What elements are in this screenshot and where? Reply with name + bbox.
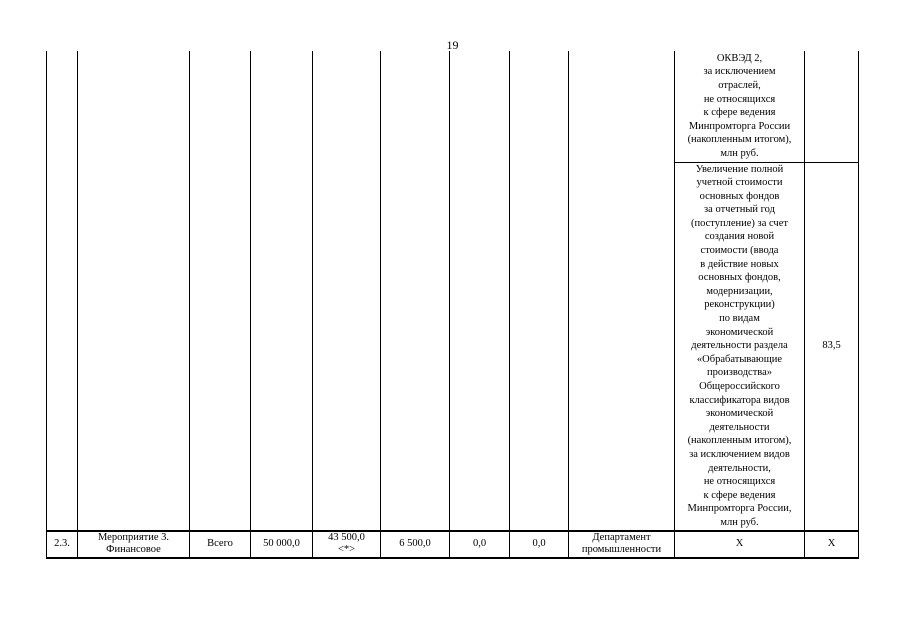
indicator-text-line: производства» (706, 367, 773, 379)
indicator-text-line: Минпромторга России, (687, 503, 792, 515)
amount-1-cell (313, 51, 381, 531)
event-amount-2: 6 500,0 (381, 531, 450, 558)
indicator-text-line: (поступление) за счет (691, 217, 788, 229)
number-cell (47, 51, 78, 531)
indicator-text-line: не относящихся (703, 476, 776, 488)
table-row (47, 51, 859, 162)
event-indicator: X (675, 531, 805, 558)
indicator-text-line: (накопленным итогом), (687, 134, 792, 146)
indicator-text-line: реконструкции) (704, 299, 775, 311)
amount-footnote: <*> (337, 544, 356, 556)
indicator-value-cell: 83,5 (805, 162, 859, 531)
indicator-text-line: Общероссийского (699, 381, 780, 392)
page-number: 19 (446, 38, 459, 52)
event-amount-4: 0,0 (510, 531, 569, 558)
total-cell (251, 51, 313, 531)
source-cell (190, 51, 251, 531)
indicator-text-line: ОКВЭД 2, (716, 52, 763, 64)
indicator-text (675, 52, 804, 161)
indicator-text-line: основных фондов (699, 190, 780, 202)
indicator-text-line: за отчетный год (704, 204, 775, 216)
indicator-value-cell (805, 51, 859, 162)
amount-value: 43 500,0 (328, 532, 365, 544)
indicator-text-line: отраслей, (718, 80, 761, 92)
indicator-text-line: стоимости (ввода (700, 245, 779, 257)
indicator-text-line: (накопленным итогом), (687, 435, 792, 447)
indicator-text-line: млн руб. (720, 516, 759, 528)
indicator-text-line: млн руб. (720, 148, 759, 160)
indicator-text-line: классификатора видов (689, 394, 790, 406)
indicator-text-line: модернизации, (706, 285, 773, 297)
table-row (47, 531, 859, 558)
event-amount-1 (313, 531, 381, 558)
indicator-text-line: деятельности, (708, 462, 771, 474)
indicator-text-line: не относящихся (703, 93, 776, 105)
amount-2-cell (381, 51, 450, 531)
event-amount-3: 0,0 (450, 531, 510, 558)
indicator-text (675, 163, 804, 530)
indicator-text-line: к сфере ведения (703, 107, 776, 119)
indicator-text-line: «Обрабатывающие (696, 353, 783, 365)
indicator-cell (675, 51, 805, 162)
indicator-text-line: экономической (705, 326, 774, 338)
executor-line: промышленности (581, 544, 662, 556)
indicator-text-line: к сфере ведения (703, 489, 776, 501)
event-executor (569, 531, 675, 558)
event-indicator-value: X (805, 531, 859, 558)
indicator-text-line: учетной стоимости (696, 177, 783, 189)
indicator-text-line: создания новой (704, 231, 775, 243)
indicator-text-line: за исключением (703, 66, 776, 78)
indicator-text-line: деятельности (709, 421, 770, 433)
amount-4-cell (510, 51, 569, 531)
event-name-cell (78, 51, 190, 531)
indicator-text-line: в действие новых (700, 258, 779, 270)
executor-line: Департамент (592, 532, 651, 544)
indicator-cell (675, 162, 805, 531)
indicator-text-line: за исключением видов (689, 448, 790, 460)
event-name (78, 531, 190, 558)
indicator-text-line: деятельности раздела (691, 340, 788, 352)
event-total: 50 000,0 (251, 531, 313, 558)
indicator-text-line: экономической (705, 408, 774, 420)
event-name-line: Мероприятие 3. (97, 532, 170, 544)
event-number: 2.3. (47, 531, 78, 558)
event-source: Всего (190, 531, 251, 558)
amount-3-cell (450, 51, 510, 531)
indicator-text-line: основных фондов, (698, 272, 781, 284)
indicator-text-line: по видам (719, 313, 760, 325)
indicator-text-line: Минпромторга России (688, 120, 791, 132)
event-name-line: Финансовое (106, 544, 161, 556)
indicator-text-line: Увеличение полной (695, 163, 784, 175)
executor-cell (569, 51, 675, 531)
program-table (46, 51, 859, 559)
